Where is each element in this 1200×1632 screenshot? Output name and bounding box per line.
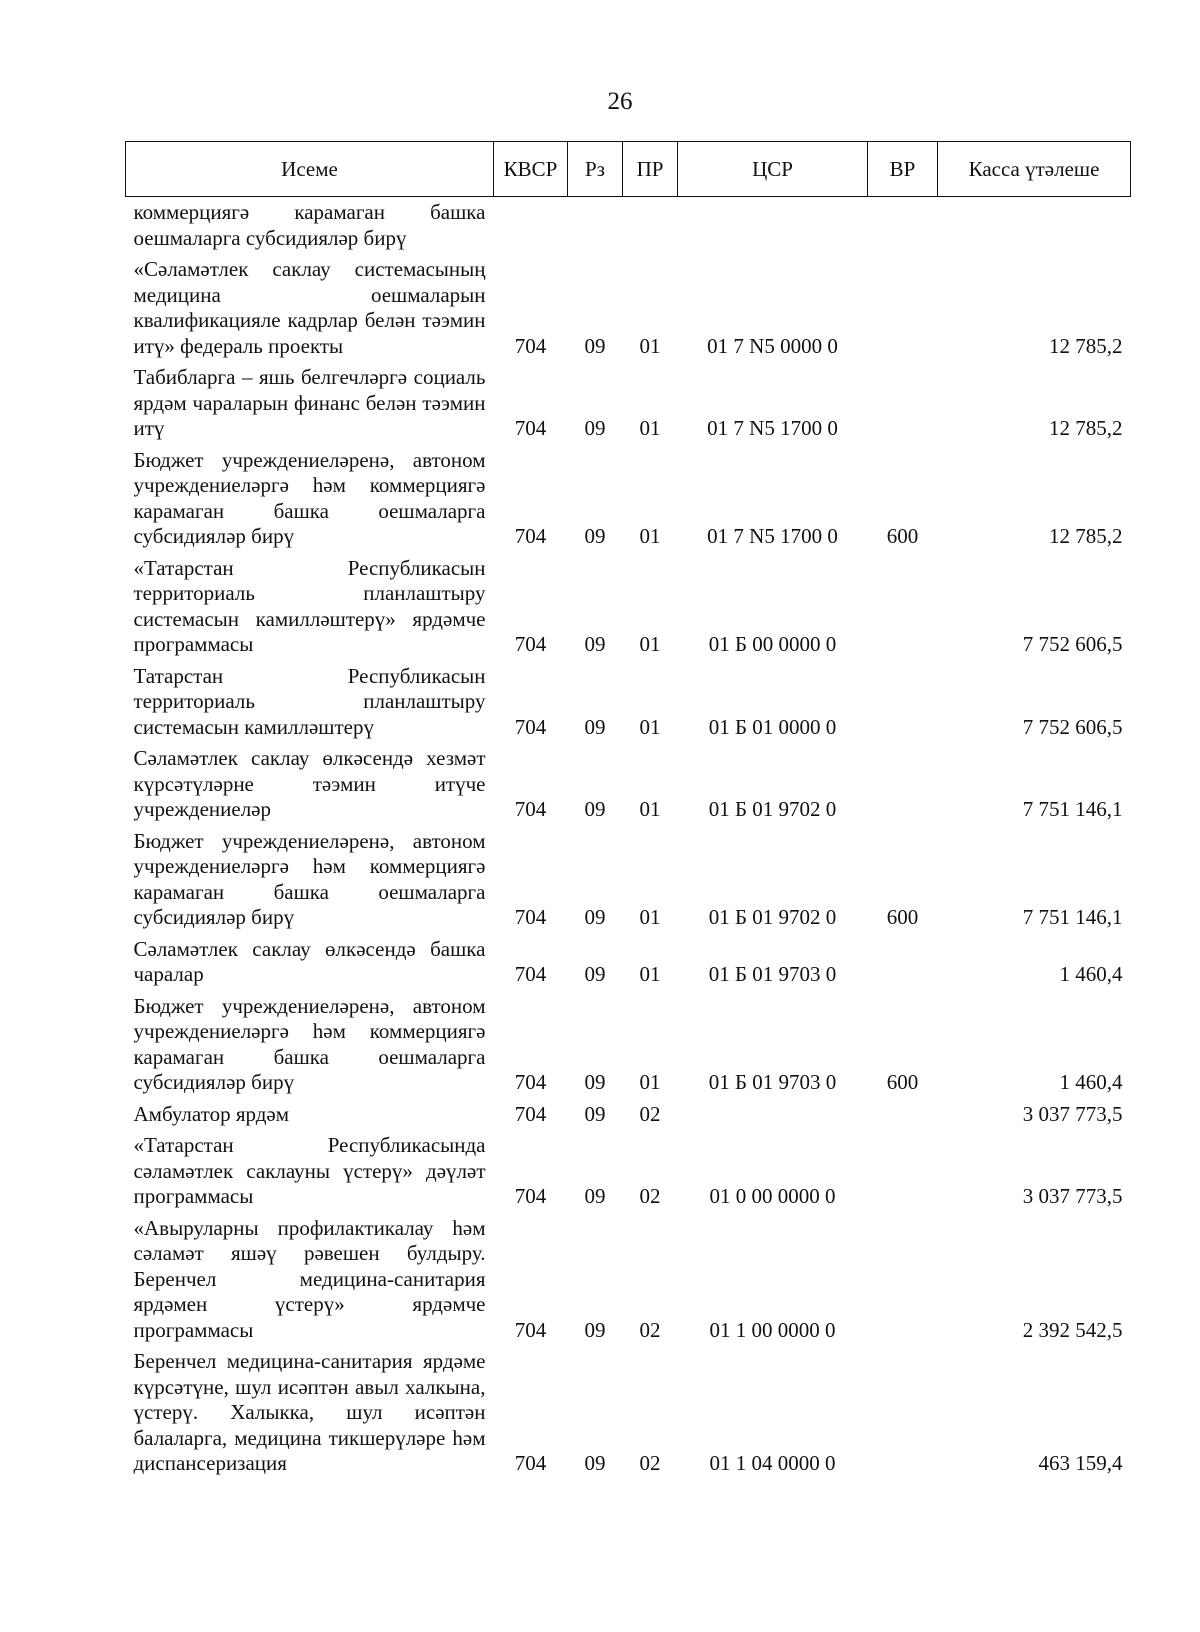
row-name: «Сәламәтлек саклау системасының медицина оешмаларын квалификацияле кадрлар белән тәэмин итү» федераль проекты — [133, 257, 486, 358]
table-row — [126, 1099, 1131, 1131]
row-rz: 09 — [584, 524, 606, 548]
row-name: Бюджет учреждениеләренә, автоном учреждениеләргә һәм коммерциягә карамаган башка оешмаларга субсидияләр бирү — [133, 447, 486, 548]
row-rz: 09 — [584, 1070, 606, 1094]
row-csr: 01 Б 00 0000 0 — [708, 632, 837, 656]
row-amount — [938, 197, 1131, 255]
row-pr: 01 — [639, 714, 661, 739]
table-header — [126, 142, 1131, 197]
row-csr: 01 7 N5 0000 0 — [707, 333, 838, 358]
budget-table — [125, 141, 1131, 1480]
row-rz: 09 — [584, 1101, 606, 1126]
table-row — [126, 743, 1131, 826]
row-csr: 01 7 N5 1700 0 — [707, 416, 838, 440]
table-row — [126, 991, 1131, 1099]
table-row — [126, 826, 1131, 934]
row-name: «Татарстан Республикасын территориаль планлаштыру системасын камилләштерү» ярдәмче программасы — [133, 555, 486, 656]
row-name: «Татарстан Республикасында сәламәтлек саклауны үстерү» дәүләт программасы — [133, 1133, 486, 1208]
row-amount: 463 159,4 — [1038, 1451, 1123, 1475]
table-row — [126, 1130, 1131, 1213]
row-pr: 02 — [639, 1184, 661, 1208]
row-pr: 01 — [639, 524, 661, 548]
row-csr: 01 1 00 0000 0 — [709, 1317, 836, 1342]
row-name: коммерциягә карамаган башка оешмаларга субсидияләр бирү — [133, 200, 486, 250]
row-pr: 02 — [639, 1451, 661, 1475]
row-rz: 09 — [584, 333, 606, 358]
row-csr — [678, 1099, 868, 1131]
row-kvsr: 704 — [514, 1317, 547, 1342]
row-amount: 2 392 542,5 — [1022, 1317, 1123, 1342]
table-row — [126, 1346, 1131, 1480]
table-row — [126, 254, 1131, 362]
row-kvsr: 704 — [514, 905, 547, 929]
table-row — [126, 445, 1131, 553]
row-csr: 01 7 N5 1700 0 — [707, 524, 838, 548]
row-vr — [868, 1130, 938, 1213]
row-kvsr: 704 — [514, 1070, 547, 1094]
row-amount: 1 460,4 — [1059, 1070, 1123, 1094]
table-row — [126, 197, 1131, 255]
row-vr — [868, 553, 938, 661]
row-pr: 02 — [639, 1101, 661, 1126]
row-rz: 09 — [584, 797, 606, 821]
row-rz: 09 — [584, 1451, 606, 1475]
header-pr: ПР — [623, 142, 678, 197]
row-vr: 600 — [886, 1070, 919, 1094]
row-pr: 01 — [639, 905, 661, 929]
row-kvsr: 704 — [514, 524, 547, 548]
header-rz: Рз — [568, 142, 623, 197]
header-amount: Касса үтәлеше — [938, 142, 1131, 197]
table-row — [126, 1213, 1131, 1347]
row-vr — [868, 661, 938, 744]
row-pr: 01 — [639, 632, 661, 656]
row-pr: 01 — [639, 797, 661, 821]
row-vr — [868, 1099, 938, 1131]
row-amount: 7 751 146,1 — [1022, 905, 1123, 929]
row-name: Татарстан Республикасын территориаль планлаштыру системасын камилләштерү — [133, 663, 486, 739]
row-vr — [868, 362, 938, 445]
row-pr: 01 — [639, 962, 661, 986]
row-vr — [868, 1213, 938, 1347]
row-amount: 3 037 773,5 — [1022, 1101, 1123, 1126]
row-name: Бюджет учреждениеләренә, автоном учреждениеләргә һәм коммерциягә карамаган башка оешмаларга субсидияләр бирү — [133, 828, 486, 929]
row-amount: 7 752 606,5 — [1022, 632, 1123, 656]
row-csr: 01 0 00 0000 0 — [709, 1184, 836, 1208]
row-name: Табибларга – яшь белгечләргә социаль ярдәм чараларын финанс белән тәэмин итү — [133, 365, 486, 440]
row-amount: 12 785,2 — [1049, 416, 1123, 440]
row-pr: 01 — [639, 1070, 661, 1094]
row-rz: 09 — [584, 1184, 606, 1208]
table-body — [126, 197, 1131, 1480]
header-kvsr: КВСР — [494, 142, 568, 197]
row-pr — [623, 197, 678, 255]
row-pr: 02 — [639, 1317, 661, 1342]
page-number: 26 — [607, 88, 633, 115]
row-kvsr: 704 — [514, 1184, 547, 1208]
row-vr — [868, 1346, 938, 1480]
row-name: Сәламәтлек саклау өлкәсендә хезмәт күрсәтүләрне тәэмин итүче учреждениеләр — [133, 746, 486, 821]
row-rz: 09 — [584, 416, 606, 440]
row-csr: 01 1 04 0000 0 — [709, 1451, 836, 1475]
row-rz: 09 — [584, 714, 606, 739]
table-row — [126, 362, 1131, 445]
row-csr: 01 Б 01 9702 0 — [708, 797, 837, 821]
row-vr — [868, 743, 938, 826]
row-vr: 600 — [886, 905, 919, 929]
row-amount: 12 785,2 — [1049, 333, 1123, 358]
row-amount: 12 785,2 — [1049, 524, 1123, 548]
row-name: Амбулатор ярдәм — [133, 1101, 290, 1126]
row-pr: 01 — [639, 333, 661, 358]
row-kvsr: 704 — [514, 632, 547, 656]
row-csr: 01 Б 01 9703 0 — [708, 962, 837, 986]
row-csr: 01 Б 01 0000 0 — [708, 714, 837, 739]
row-amount: 3 037 773,5 — [1022, 1184, 1123, 1208]
table-row — [126, 661, 1131, 744]
row-vr — [868, 197, 938, 255]
row-amount: 1 460,4 — [1059, 962, 1123, 986]
row-name: Бюджет учреждениеләренә, автоном учреждениеләргә һәм коммерциягә карамаган башка оешмаларга субсидияләр бирү — [133, 993, 486, 1094]
row-pr: 01 — [639, 416, 661, 440]
table-row — [126, 934, 1131, 991]
row-kvsr: 704 — [514, 1101, 547, 1126]
row-name: «Авыруларны профилактикалау һәм сәламәт яшәү рәвешен булдыру. Беренчел медицина-санитария ярдәмен үстерү» ярдәмче программасы — [133, 1215, 486, 1342]
row-rz: 09 — [584, 632, 606, 656]
row-name: Беренчел медицина-санитария ярдәме күрсәтүне, шул исәптән авыл халкына, үстерү. Халыкка, шул исәптән балаларга, медицина тикшерүләре һәм диспансеризация — [133, 1349, 486, 1475]
row-rz — [568, 197, 623, 255]
row-vr — [868, 254, 938, 362]
row-amount: 7 752 606,5 — [1022, 714, 1123, 739]
row-kvsr: 704 — [514, 714, 547, 739]
row-rz: 09 — [584, 905, 606, 929]
row-kvsr: 704 — [514, 416, 547, 440]
row-rz: 09 — [584, 962, 606, 986]
row-vr: 600 — [886, 524, 919, 548]
row-csr: 01 Б 01 9703 0 — [708, 1070, 837, 1094]
row-kvsr — [494, 197, 568, 255]
row-vr — [868, 934, 938, 991]
table-row — [126, 553, 1131, 661]
header-name: Исеме — [126, 142, 494, 197]
row-name: Сәламәтлек саклау өлкәсендә башка чаралар — [133, 936, 486, 986]
row-rz: 09 — [584, 1317, 606, 1342]
row-kvsr: 704 — [514, 333, 547, 358]
header-vr: ВР — [868, 142, 938, 197]
header-csr: ЦСР — [678, 142, 868, 197]
row-amount: 7 751 146,1 — [1022, 797, 1123, 821]
row-csr — [678, 197, 868, 255]
row-kvsr: 704 — [514, 797, 547, 821]
row-kvsr: 704 — [514, 962, 547, 986]
row-csr: 01 Б 01 9702 0 — [708, 905, 837, 929]
row-kvsr: 704 — [514, 1451, 547, 1475]
